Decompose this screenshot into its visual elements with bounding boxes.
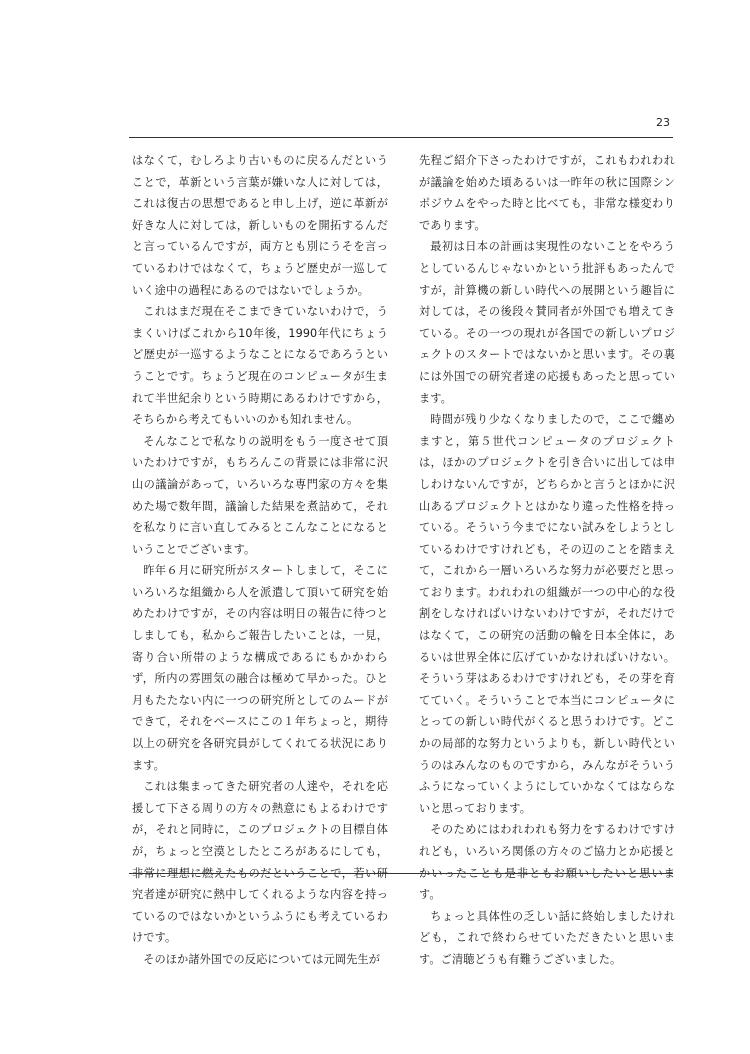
left-paragraph-1: はなくて，むしろより古いものに戻るんだということで，革新という言葉が嫌いな人に対しては，これは復古の思想であると申し上げ，逆に革新が好きな人に対しては，新しいものを開拓するんだと言っているんですが，両方とも別にうそを言っているわけではなくて，ちょうど歴史が一巡していく途中の過程にあるのではないでしょうか。 (132, 154, 388, 297)
right-paragraph-5: ちょっと具体性の乏しい話に終始しましたけれども，これで終わらせていただきたいと思います。ご清聴どうも有難うございました。 (419, 909, 675, 966)
right-paragraph-2: 最初は日本の計画は実現性のないことをやろうとしているんじゃないかという批評もあったんですが，計算機の新しい時代への展開という趣旨に対しては，その後段々賛同者が外国でも増えてきている。その一つの現れが各国での新しいプロジェクトのスタートではないかと思います。その裏には外国での研究者達の応援もあったと思っています。 (419, 240, 675, 405)
right-column (419, 150, 675, 971)
page-number: 23 (656, 116, 670, 129)
left-paragraph-3: そんなことで私なりの説明をもう一度させて頂いたわけですが，もちろんこの背景には非常に沢山の議論があって，いろいろな専門家の方々を集めた場で数年間，議論した結果を煮詰めて，それを私なりに言い直してみるとこんなことになるということでございます。 (132, 434, 388, 556)
left-paragraph-4: 昨年６月に研究所がスタートしまして，そこにいろいろな組織から人を派遣して頂いて研究を始めたわけですが，その内容は明日の報告に待つとしましても，私からご報告したいことは，一見，寄り合い所帯のような構成であるにもかかわらず，所内の雰囲気の融合は極めて早かった。ひと月もたたない内に一つの研究所としてのムードができて，それをベースにこの１年ちょっと，期待以上の研究を各研究員がしてくれてる状況にあります。 (132, 564, 388, 772)
right-paragraph-4: そのためにはわれわれも努力をするわけですけれども，いろいろ関係の方々のご協力とか応援とかいったことも是非ともお願いしたいと思います。 (419, 823, 675, 902)
bottom-rule (129, 873, 673, 874)
left-paragraph-2: これはまだ現在そこまできていないわけで，うまくいけばこれから10年後，1990年代にちょうど歴史が一巡するようなことになるであろうということです。ちょうど現在のコンピュータが生まれて半世紀余りという時期にあるわけですから，そちらから考えてもいいのかも知れません。 (132, 305, 388, 427)
left-paragraph-5: これは集まってきた研究者の人達や，それを応援して下さる周りの方々の熱意にもよるわけですが，それと同時に，このプロジェクトの目標自体が，ちょっと空漠としたところがあるにしても，非常に理想に燃えたものだということで，若い研究者達が研究に熱中してくれるような内容を持っているのではないかというふうにも考えているわけです。 (132, 780, 388, 945)
top-rule (129, 137, 673, 138)
left-column (132, 150, 388, 971)
right-paragraph-1: 先程ご紹介下さったわけですが，これもわれわれが議論を始めた頃あるいは一昨年の秋に国際シンポジウムをやった時と比べても，非常な様変わりであります。 (419, 154, 675, 232)
right-paragraph-3: 時間が残り少なくなりましたので，ここで纏めますと，第５世代コンピュータのプロジェクトは，ほかのプロジェクトを引き合いに出しては申しわけないんですが，どちらかと言うとほかに沢山あるプロジェクトとはかなり違った性格を持っている。そういう今までにない試みをしようとしているわけですけれども，その辺のことを踏まえて，これから一層いろいろな努力が必要だと思っております。われわれの組織が一つの中心的な役割をしなければいけないわけですが，それだけではなくて，この研究の活動の輪を日本全体に，あるいは世界全体に広げていかなければいけない。そういう芽はあるわけですけれども，その芽を育てていく。そういうことで本当にコンピュータにとっての新しい時代がくると思うわけです。どこかの局部的な努力というよりも，新しい時代というのはみんなのものですから，みんながそういうふうになっていくようにしていかなくてはならないと思っております。 (419, 413, 675, 815)
left-paragraph-6: そのほか諸外国での反応については元岡先生が (143, 952, 381, 966)
